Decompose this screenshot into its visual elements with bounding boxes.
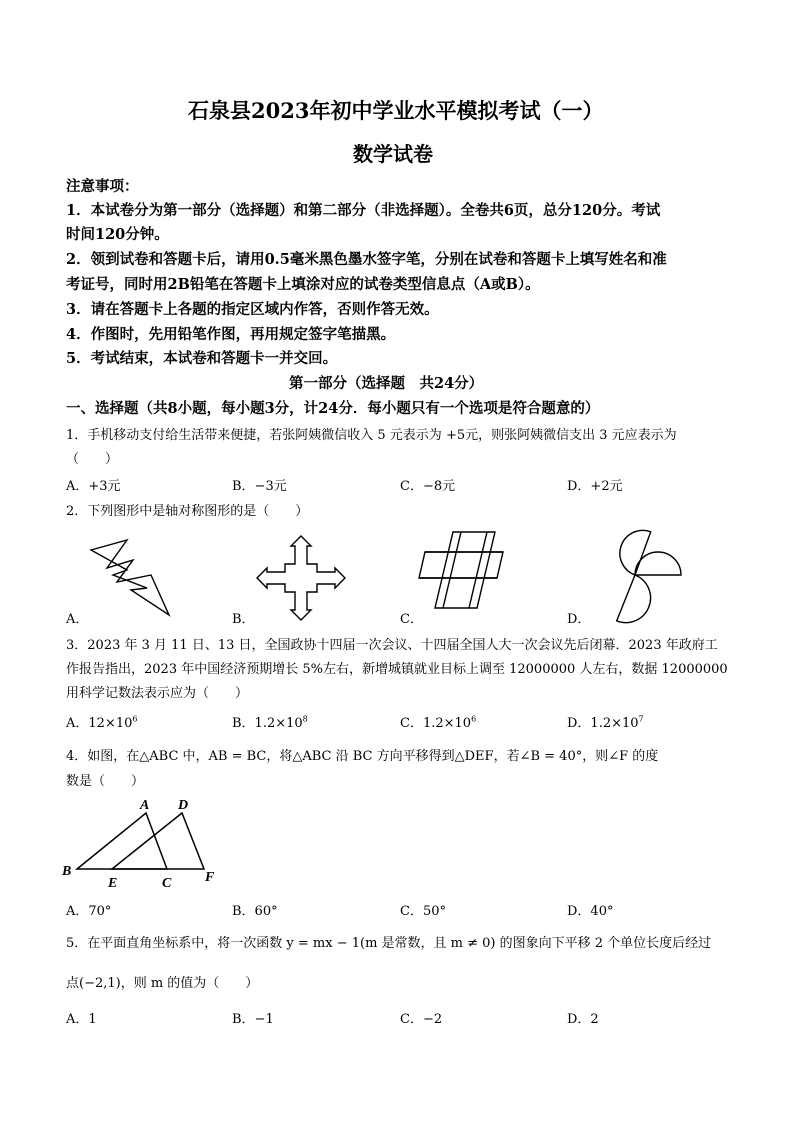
option-b: B．60° [232,904,278,919]
notice-item: 时间120分钟。 [66,226,169,243]
vertex-label-e: E [108,876,118,891]
notice-item: 2．领到试卷和答题卡后，请用0.5毫米黑色墨水签字笔，分别在试卷和答题卡上填写姓名和准 [66,251,667,268]
notice-item: 3．请在答题卡上各题的指定区域内作答，否则作答无效。 [66,301,439,318]
notice-item: 4．作图时，先用铅笔作图，再用规定签字笔描黑。 [66,326,396,343]
exam-subtitle: 数学试卷 [353,142,433,166]
parallelogram-grid-figure [425,530,535,620]
question-1-stem: 1．手机移动支付给生活带来便捷，若张阿姨微信收入 5 元表示为 +5元，则张阿姨微信支出 3 元应表示为 [66,428,677,443]
vertex-label-c: C [162,876,172,891]
exam-title: 石泉县2023年初中学业水平模拟考试（一） [188,98,604,123]
notice-item: 1．本试卷分为第一部分（选择题）和第二部分（非选择题）。全卷共6页，总分120分。考试 [66,202,661,219]
option-a: A．1 [66,1012,97,1027]
question-5-stem: 5．在平面直角坐标系中，将一次函数 y = mx − 1(m 是常数，且 m ≠ 0) 的图象向下平移 2 个单位长度后经过 [66,936,712,951]
question-4-stem: 数是（ ） [66,774,145,789]
notice-item: 5．考试结束，本试卷和答题卡一并交回。 [66,350,338,367]
option-d: D．+2元 [567,479,623,494]
option-d: D．$1.2\times 10^7$ [567,714,644,731]
part1-heading: 第一部分（选择题 共24分） [289,375,484,392]
option-c: C． [400,612,423,627]
question-5-stem: 点(−2,1)，则 m 的值为（ ） [66,976,259,991]
option-d: D．2 [567,1012,599,1027]
option-d: D． [567,612,591,627]
question-3-stem: 用科学记数法表示应为（ ） [66,686,249,701]
option-c: C．−2 [400,1012,443,1027]
option-a: A．$12\times 10^6$ [66,714,138,731]
option-b: B．−1 [232,1012,274,1027]
option-a: A．+3元 [66,479,121,494]
option-c: C．$1.2\times 10^6$ [400,714,477,731]
lightning-bolt-figure [85,530,205,630]
pinwheel-figure [595,525,705,625]
option-a: A． [66,612,89,627]
notice-heading: 注意事项： [66,178,139,195]
question-3-stem: 作报告指出，2023 年中国经济预期增长 5%左右，新增城镇就业目标上调至 12000000 人左右，数据 12000000 [66,662,728,677]
option-d: D．40° [567,904,614,919]
question-1-stem: （ ） [66,452,119,467]
option-a: A．70° [66,904,112,919]
vertex-label-a: A [140,798,150,813]
option-c: C．−8元 [400,479,456,494]
option-b: B． [232,612,255,627]
option-b: B．$1.2\times 10^8$ [232,714,308,731]
triangle-translation-figure [62,795,222,890]
question-2-stem: 2．下列图形中是轴对称图形的是（ ） [66,504,309,519]
question-3-stem: 3．2023 年 3 月 11 日、13 日，全国政协十四届一次会议、十四届全国人大一次会议先后闭幕．2023 年政府工 [66,638,718,653]
arrow-cross-figure [255,530,355,630]
option-b: B．−3元 [232,479,287,494]
section-heading: 一、选择题（共8小题，每小题3分，计24分．每小题只有一个选项是符合题意的） [66,400,600,417]
vertex-label-d: D [178,798,189,813]
option-c: C．50° [400,904,446,919]
notice-item: 考证号，同时用2B铅笔在答题卡上填涂对应的试卷类型信息点（A或B）。 [66,276,540,293]
question-4-stem: 4．如图，在△ABC 中，AB = BC，将△ABC 沿 BC 方向平移得到△DEF，若∠B = 40°，则∠F 的度 [66,749,659,764]
vertex-label-b: B [62,864,72,879]
vertex-label-f: F [205,870,215,885]
